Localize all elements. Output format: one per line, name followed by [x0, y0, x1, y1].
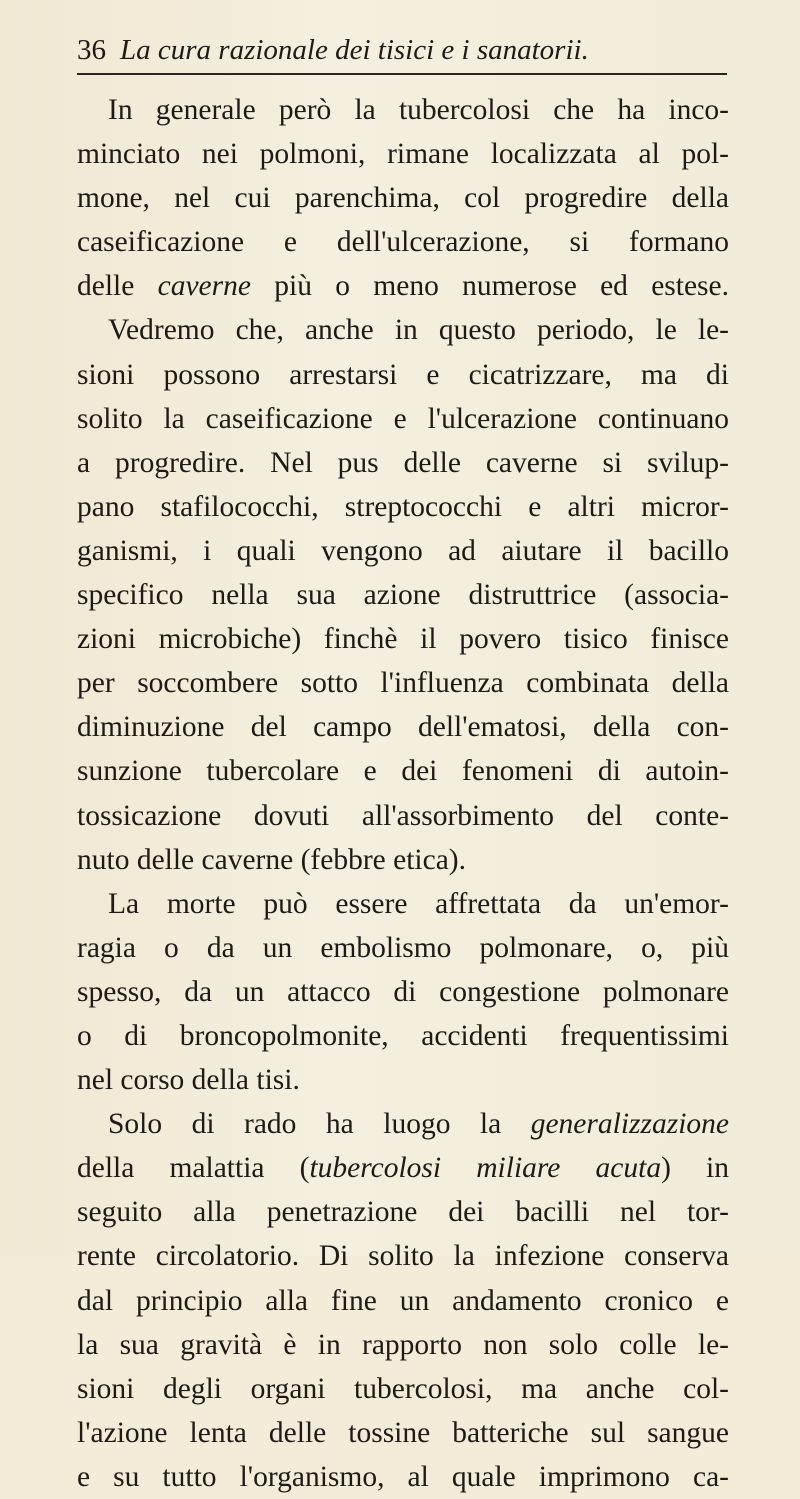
text-line: diminuzione del campo dell'ematosi, della con-: [77, 711, 729, 744]
text-run: delle: [77, 270, 158, 303]
body-text: [77, 88, 729, 1499]
text-run: ) in: [661, 1152, 729, 1185]
text-line: seguito alla penetrazione dei bacilli nel tor-: [77, 1196, 729, 1229]
italic-term: caverne: [157, 270, 251, 303]
page-number: 36: [77, 34, 106, 66]
italic-term: tubercolosi miliare acuta: [309, 1152, 662, 1185]
text-line: Vedremo che, anche in questo periodo, le le-: [108, 314, 729, 347]
text-run: Solo di rado ha luogo la: [108, 1108, 531, 1141]
text-line: sioni degli organi tubercolosi, ma anche col-: [77, 1372, 729, 1405]
running-title: La cura razionale dei tisici e i sanatorii.: [120, 34, 589, 66]
running-head: [77, 28, 727, 72]
text-line: [77, 264, 729, 308]
text-line: solito la caseificazione e l'ulcerazione continuano: [77, 402, 729, 435]
text-line: la sua gravità è in rapporto non solo colle le-: [77, 1328, 729, 1361]
text-line: e su tutto l'organismo, al quale imprimono ca-: [77, 1460, 729, 1493]
text-line: minciato nei polmoni, rimane localizzata al pol-: [77, 138, 729, 171]
text-run: più o meno numerose ed estese.: [250, 270, 729, 303]
text-line: pano stafilococchi, streptococchi e altri micror-: [77, 490, 729, 523]
text-line: ganismi, i quali vengono ad aiutare il bacillo: [77, 534, 729, 567]
text-line: nel corso della tisi.: [77, 1064, 300, 1097]
text-line: caseificazione e dell'ulcerazione, si formano: [77, 226, 729, 259]
text-line: o di broncopolmonite, accidenti frequentissimi: [77, 1019, 729, 1052]
text-line: [77, 1146, 729, 1190]
text-line: rente circolatorio. Di solito la infezione conserva: [77, 1240, 729, 1273]
text-line: sioni possono arrestarsi e cicatrizzare, ma di: [77, 358, 729, 391]
text-line: specifico nella sua azione distruttrice (associa-: [77, 579, 729, 612]
text-line: ragia o da un embolismo polmonare, o, più: [77, 931, 729, 964]
text-line: zioni microbiche) finchè il povero tisico finisce: [77, 623, 729, 656]
text-line: l'azione lenta delle tossine batteriche sul sangue: [77, 1416, 729, 1449]
text-line: dal principio alla fine un andamento cronico e: [77, 1284, 729, 1317]
text-line: La morte può essere affrettata da un'emor-: [108, 887, 729, 920]
text-line: a progredire. Nel pus delle caverne si svilup-: [77, 446, 729, 479]
text-run: della malattia (: [77, 1152, 310, 1185]
text-line: sunzione tubercolare e dei fenomeni di autoin-: [77, 755, 729, 788]
text-line: nuto delle caverne (febbre etica).: [77, 843, 467, 876]
italic-term: generalizzazione: [530, 1108, 729, 1141]
text-line: per soccombere sotto l'influenza combinata della: [77, 667, 729, 700]
header-rule: [77, 73, 727, 75]
text-line: In generale però la tubercolosi che ha inco-: [108, 94, 729, 126]
text-line: mone, nel cui parenchima, col progredire della: [77, 182, 729, 215]
text-line: spesso, da un attacco di congestione polmonare: [77, 975, 729, 1008]
text-line: [77, 1102, 729, 1146]
text-line: tossicazione dovuti all'assorbimento del conte-: [77, 799, 729, 832]
